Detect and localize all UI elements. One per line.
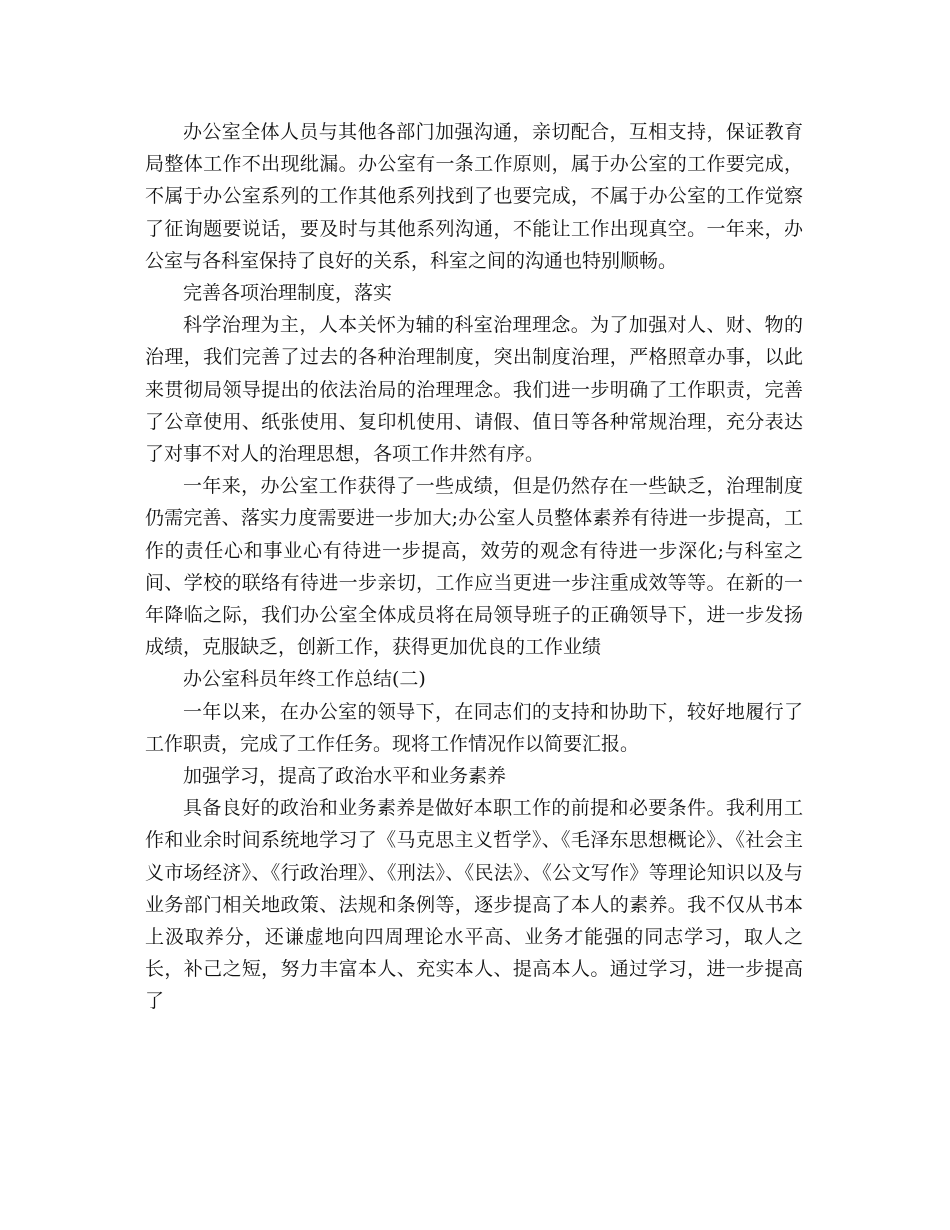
paragraph-summary-intro: 一年以来，在办公室的领导下，在同志们的支持和协助下，较好地履行了工作职责，完成了工作任务。现将工作情况作以简要汇报。 bbox=[145, 700, 803, 755]
paragraph-shortcomings: 一年来，办公室工作获得了一些成绩，但是仍然存在一些缺乏，治理制度仍需完善、落实力度需要进一步加大;办公室人员整体素养有待进一步提高，工作的责任心和事业心有待进一步提高，效劳的观念有待进一步深化;与科室之间、学校的联络有待进一步亲切，工作应当更进一步注重成效等等。在新的一年降临之际，我们办公室全体成员将在局领导班子的正确领导下，进一步发扬成绩，克服缺乏，创新工作，获得更加优良的工作业绩 bbox=[145, 475, 803, 659]
document-body bbox=[145, 116, 803, 1018]
section-heading-management-system: 完善各项治理制度，落实 bbox=[183, 282, 393, 305]
section-heading-summary-two: 办公室科员年终工作总结(二) bbox=[183, 668, 426, 691]
paragraph-study: 具备良好的政治和业务素养是做好本职工作的前提和必要条件。我利用工作和业余时间系统地学习了《马克思主义哲学》、《毛泽东思想概论》、《社会主义市场经济》、《行政治理》、《刑法》、《民法》、《公文写作》等理论知识以及与业务部门相关地政策、法规和条例等，逐步提高了本人的素养。我不仅从书本上汲取养分，还谦虚地向四周理论水平高、业务才能强的同志学习，取人之长，补己之短，努力丰富本人、充实本人、提高本人。通过学习，进一步提高了 bbox=[145, 797, 803, 1013]
section-heading-study: 加强学习，提高了政治水平和业务素养 bbox=[183, 765, 507, 788]
paragraph-communication: 办公室全体人员与其他各部门加强沟通，亲切配合，互相支持，保证教育局整体工作不出现纰漏。办公室有一条工作原则，属于办公室的工作要完成，不属于办公室系列的工作其他系列找到了也要完成，不属于办公室的工作觉察了征询题要说话，要及时与其他系列沟通，不能让工作出现真空。一年来，办公室与各科室保持了良好的关系，科室之间的沟通也特别顺畅。 bbox=[145, 121, 803, 272]
paragraph-management-philosophy: 科学治理为主，人本关怀为辅的科室治理理念。为了加强对人、财、物的治理，我们完善了过去的各种治理制度，突出制度治理，严格照章办事，以此来贯彻局领导提出的依法治局的治理理念。我们进一步明确了工作职责，完善了公章使用、纸张使用、复印机使用、请假、值日等各种常规治理，充分表达了对事不对人的治理思想，各项工作井然有序。 bbox=[145, 314, 803, 466]
